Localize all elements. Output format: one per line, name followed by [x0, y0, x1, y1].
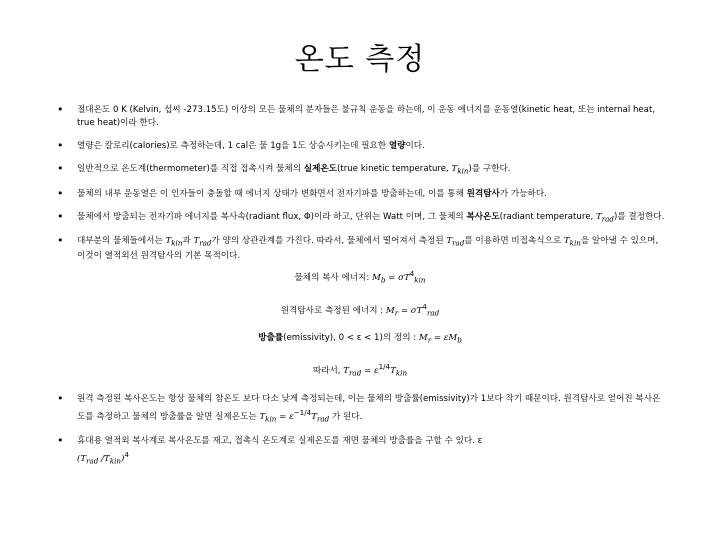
- bullet-item: [55, 188, 665, 201]
- math-var: T: [595, 211, 602, 222]
- math-sub: kin: [171, 239, 183, 249]
- math-expr: ): [120, 454, 125, 465]
- math-sub: b: [457, 336, 462, 346]
- bullet-text: 원격 측정된 복사온도는 항상 물체의 참온도 보다 다소 낮게 측정되는데, 이는 물체의 방출률(emissivity)가 1보다 작기 때문이다. 원격탐사로 얻어진 복사온도를 측정하고 물체의 방출률을 알면 실제온도는: [77, 393, 661, 422]
- bold-term: 방출률: [258, 333, 284, 344]
- formula-label: (emissivity), 0 < ε < 1)의 정의 :: [283, 333, 419, 344]
- formula-radiant-temperature: [55, 360, 665, 380]
- math-var: T: [259, 411, 266, 422]
- math-var: T: [165, 236, 172, 247]
- math-expr: = σT: [385, 273, 410, 284]
- bold-term: 실제온도: [303, 164, 337, 174]
- math-sub: kin: [265, 414, 277, 424]
- math-sub: rad: [601, 214, 614, 224]
- formula-label: 따라서,: [312, 365, 344, 376]
- bullet-item: [55, 211, 665, 226]
- bullet-text: 일반적으로 온도계(thermometer)를 직접 접촉시켜 물체의: [77, 164, 304, 174]
- bullet-text: 휴대용 열적외 복사계로 복사온도를 재고, 접촉식 온도계로 실제온도를 재면 물체의 방출률을 구할 수 있다. ε: [77, 436, 483, 447]
- bullet-item: [55, 435, 665, 468]
- bullet-text: 대부분의 물체들에서는: [77, 236, 166, 247]
- formula-emissivity: [55, 332, 665, 347]
- bullet-text: 을 알아낼 수 있으며, 이것이 열적외선 원격탐사의 기본 목적이다.: [77, 236, 659, 262]
- math-sup: 4: [409, 269, 415, 279]
- math-expr: = ε: [361, 365, 379, 376]
- bullet-text: 열량은 칼로리(calories)로 측정하는데, 1 cal은 물 1g을 1도 상승시키는데 필요한: [77, 141, 389, 151]
- math-var: T: [563, 236, 570, 247]
- math-expr: (T: [77, 454, 87, 465]
- formula-label: 원격탐사로 측정된 에너지 :: [280, 305, 386, 316]
- bullet-marker: •: [57, 209, 64, 223]
- math-var: T: [311, 411, 317, 422]
- bullet-text: 과: [182, 236, 194, 247]
- slide-title: 온도 측정: [294, 42, 426, 77]
- bullet-marker: •: [57, 391, 64, 405]
- math-sub: b: [380, 275, 386, 285]
- formula-measured-energy: [55, 300, 665, 320]
- bullet-text: 물체의 내부 운동열은 이 인자들이 충돌할 때 에너지 상태가 변화면서 전자기파를 방출하는데, 이를 통해: [77, 188, 467, 199]
- bullet-text: 물체에서 방출되는 전자기파 에너지를 복사속(radiant flux, Φ)이라 하고, 단위는 Watt 이며, 그 물체의: [77, 211, 467, 222]
- math-expr: = σT: [398, 305, 423, 316]
- bullet-text: (radiant temperature,: [499, 211, 596, 222]
- math-sub: rad: [199, 239, 212, 249]
- bullet-marker: •: [57, 234, 64, 248]
- bold-term: 복사온도: [466, 211, 500, 222]
- math-var: T: [343, 365, 350, 376]
- math-sub: rad: [349, 368, 362, 378]
- math-expr: = εM: [431, 333, 458, 344]
- math-var: M: [372, 273, 381, 284]
- math-sup: 4: [422, 301, 427, 311]
- math-sub: kin: [395, 368, 408, 378]
- math-sub: kin: [457, 166, 469, 176]
- math-sup: 4: [124, 450, 129, 460]
- math-sub: rad: [452, 239, 465, 249]
- bullet-marker: •: [57, 103, 64, 116]
- math-sub: r: [427, 336, 432, 346]
- math-var: M: [418, 333, 428, 344]
- math-sup: 1/4: [378, 362, 391, 372]
- bullet-item: [55, 140, 665, 153]
- bullet-item: [55, 235, 665, 263]
- bullet-text: 이다.: [405, 141, 425, 151]
- math-sub: kin: [414, 275, 426, 285]
- math-sub: rad: [426, 308, 440, 318]
- math-sub: rad: [316, 414, 330, 424]
- bullet-text: 를 이용하면 비접촉식으로: [464, 236, 564, 247]
- bullet-marker: •: [57, 434, 64, 448]
- bullet-item: [55, 393, 665, 426]
- math-sub: kin: [109, 456, 121, 466]
- math-sub: kin: [569, 239, 581, 249]
- bullet-marker: •: [57, 186, 64, 200]
- bullet-text: 가 된다.: [329, 411, 363, 422]
- bullet-item: [55, 163, 665, 178]
- formula-label: 물체의 복사 에너지:: [294, 273, 373, 284]
- math-sub: rad: [86, 456, 99, 466]
- bold-term: 원격탐사: [466, 188, 500, 199]
- bullet-list: [55, 104, 665, 478]
- bullet-text: 절대온도 0 K (Kelvin, 섭씨 -273.15도) 이상의 모든 물체의 분자들은 불규칙 운동을 하는데, 이 운동 에너지를 운동열(kinetic heat, 또는 internal heat, true heat)이라 한다.: [77, 105, 656, 128]
- math-sub: r: [394, 308, 399, 318]
- bullet-text: )를 결정한다.: [613, 211, 665, 222]
- math-var: T: [446, 236, 453, 247]
- bullet-marker: •: [57, 162, 64, 175]
- math-var: T: [451, 164, 458, 174]
- bullet-text: 가 가능하다.: [499, 188, 547, 199]
- bullet-text: (true kinetic temperature,: [336, 164, 452, 174]
- math-var: T: [390, 365, 396, 376]
- formula-block: [55, 267, 665, 379]
- math-var: M: [385, 305, 395, 316]
- math-expr: = ε: [276, 411, 294, 422]
- math-expr: /T: [98, 454, 110, 465]
- bullet-item: [55, 104, 665, 130]
- bullet-marker: •: [57, 139, 64, 152]
- formula-radiant-energy: [55, 267, 665, 287]
- math-sup: −1/4: [293, 407, 312, 417]
- math-var: T: [193, 236, 200, 247]
- bold-term: 열량: [388, 141, 406, 151]
- bullet-text: )를 구한다.: [468, 164, 511, 174]
- bullet-text: 가 양의 상관관계를 가진다. 따라서, 물체에서 떨어져서 측정된: [211, 236, 447, 247]
